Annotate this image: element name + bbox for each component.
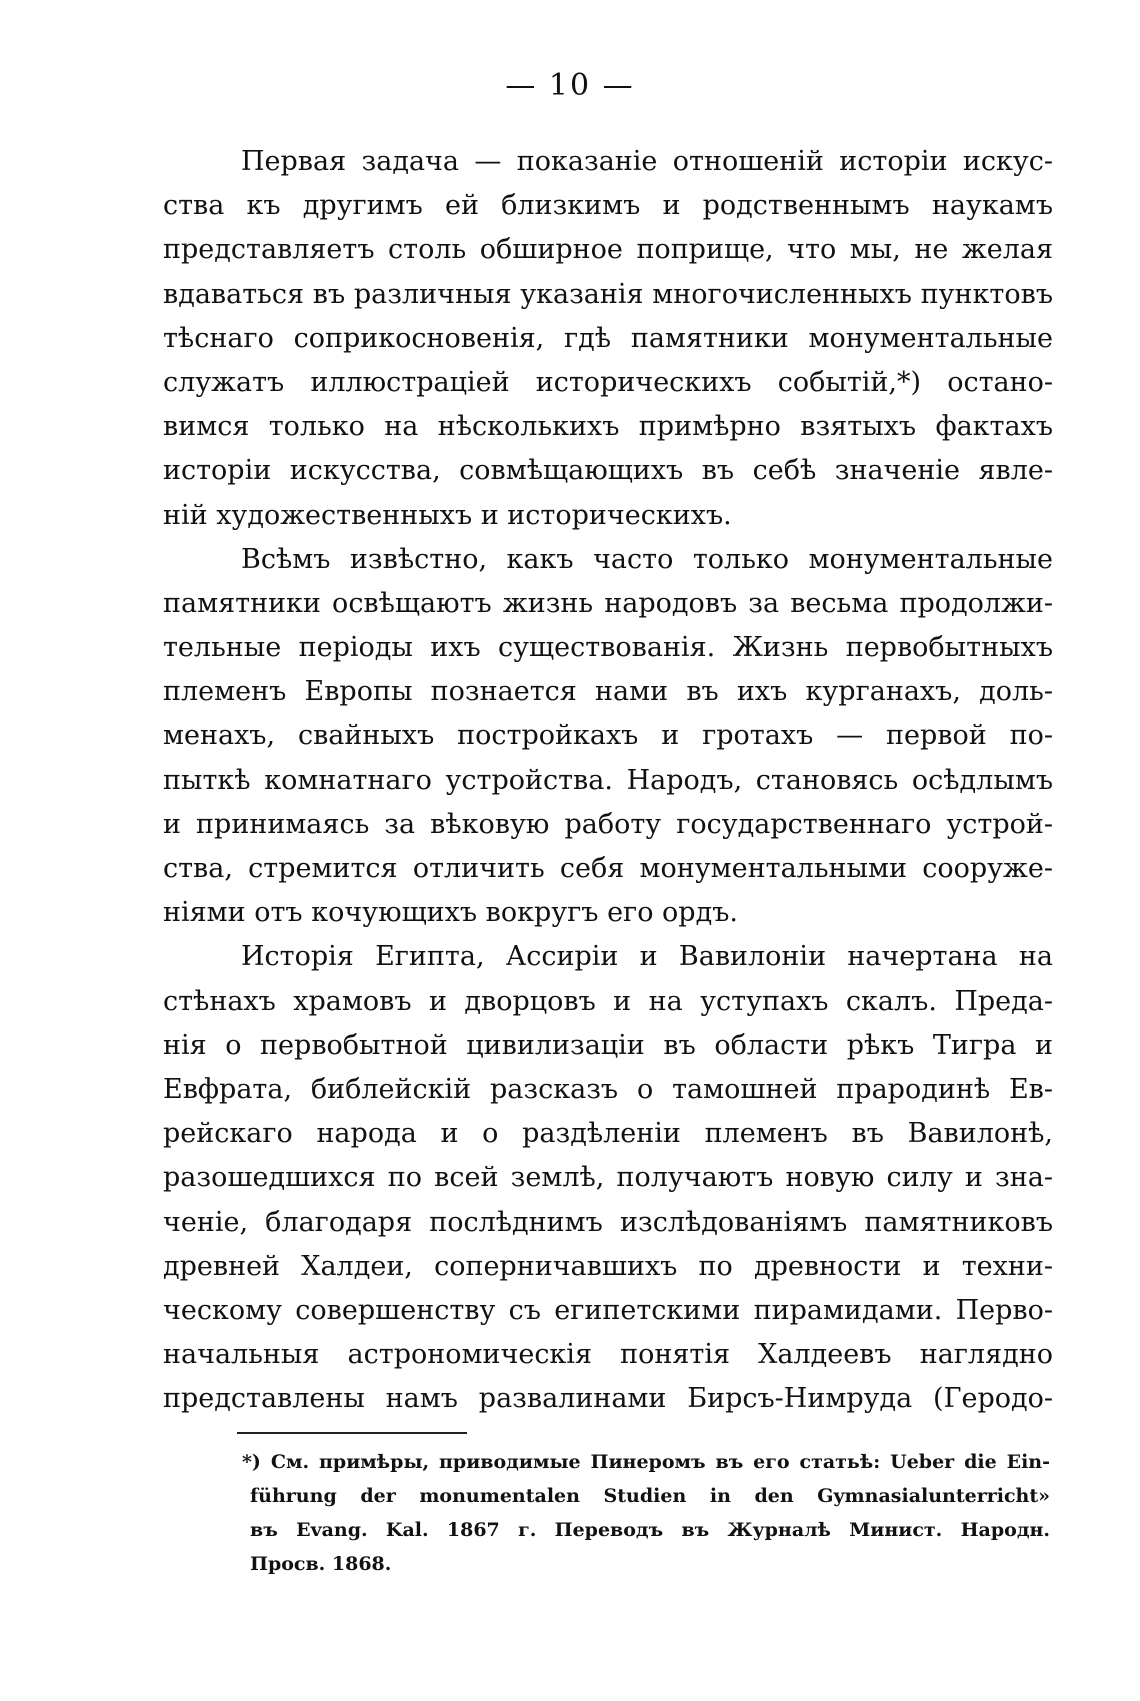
text-line: племенъ Европы познается нами въ ихъ курганахъ, доль- — [163, 676, 1053, 708]
text-line: представлены намъ развалинами Бирсъ-Нимруда (Геродо- — [163, 1383, 1053, 1415]
text-line: и принимаясь за вѣковую работу государственнаго устрой- — [163, 808, 1053, 840]
paragraph-2 — [163, 538, 1053, 936]
text-line: стѣнахъ храмовъ и дворцовъ и на уступахъ скалъ. Преда- — [163, 985, 1053, 1017]
text-line: исторіи искусства, совмѣщающихъ въ себѣ значеніе явле- — [163, 455, 1053, 487]
footnote — [242, 1445, 1050, 1581]
text-line: ства къ другимъ ей близкимъ и родственнымъ наукамъ — [163, 190, 1053, 222]
text-line: менахъ, свайныхъ постройкахъ и гротахъ — первой по- — [163, 720, 1053, 752]
text-line: вимся только на нѣсколькихъ примѣрно взятыхъ фактахъ — [163, 411, 1053, 443]
text-line: рейскаго народа и о раздѣленіи племенъ въ Вавилонѣ, — [163, 1118, 1053, 1150]
text-line: Первая задача — показаніе отношеній исторіи искус- — [241, 146, 1053, 177]
text-line: ства, стремится отличить себя монументальными сооруже- — [163, 853, 1053, 884]
text-line: служатъ иллюстраціей историческихъ событій,*) остано- — [163, 366, 1053, 398]
text-line: памятники освѣщаютъ жизнь народовъ за весьма продолжи- — [163, 587, 1053, 619]
text-line: вдаваться въ различныя указанія многочисленныхъ пунктовъ — [163, 278, 1053, 310]
paragraph-3 — [163, 935, 1053, 1421]
footnote-divider — [237, 1432, 467, 1434]
text-line: пыткѣ комнатнаго устройства. Народъ, становясь осѣдлымъ — [163, 764, 1053, 796]
text-line: ченіе, благодаря послѣднимъ изслѣдованіямъ памятниковъ — [163, 1206, 1053, 1238]
footnote-line: *) См. примѣры, приводимые Пинеромъ въ его статьѣ: Ueber die Ein- — [242, 1451, 1050, 1473]
footnote-line: Просв. 1868. — [250, 1553, 392, 1575]
text-line: ческому совершенству съ египетскими пирамидами. Перво- — [163, 1294, 1053, 1326]
footnote-line: въ Evang. Kal. 1867 г. Переводъ въ Журналѣ Минист. Народн. — [250, 1519, 1050, 1541]
text-line: тѣснаго соприкосновенія, гдѣ памятники монументальные — [163, 322, 1053, 354]
text-line: ніями отъ кочующихъ вокругъ его ордъ. — [163, 897, 738, 929]
text-line: тельные періоды ихъ существованія. Жизнь первобытныхъ — [163, 632, 1053, 664]
text-line: начальныя астрономическія понятія Халдеевъ наглядно — [163, 1339, 1053, 1371]
text-line: Исторія Египта, Ассиріи и Вавилоніи начертана на — [241, 941, 1053, 973]
page-number: — 10 — — [505, 68, 635, 103]
text-line: древней Халдеи, соперничавшихъ по древности и техни- — [163, 1250, 1053, 1282]
paragraph-1 — [163, 140, 1053, 538]
footnote-line: führung der monumentalen Studien in den Gymnasialunterricht» — [250, 1485, 1050, 1507]
text-line: нія о первобытной цивилизаціи въ области рѣкъ Тигра и — [163, 1029, 1053, 1061]
text-line: представляетъ столь обширное поприще, что мы, не желая — [163, 234, 1053, 266]
main-text — [163, 140, 1053, 1421]
text-line: Евфрата, библейскій разсказъ о тамошней прародинѣ Ев- — [163, 1073, 1053, 1105]
text-line: ній художественныхъ и историческихъ. — [163, 499, 732, 531]
text-line: Всѣмъ извѣстно, какъ часто только монументальные — [241, 543, 1053, 575]
text-line: разошедшихся по всей землѣ, получаютъ новую силу и зна- — [163, 1162, 1053, 1194]
